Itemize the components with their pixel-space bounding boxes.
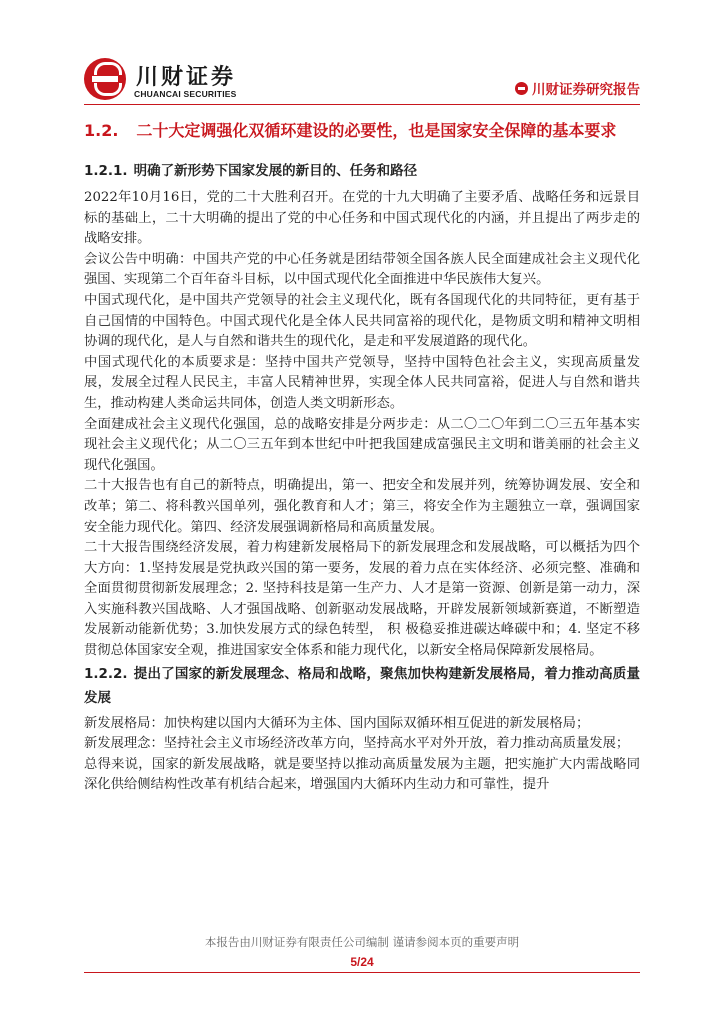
subsection-title-2: 提出了国家的新发展理念、格局和战略，聚焦加快构建新发展格局，着力推动高质量发展 <box>84 665 640 706</box>
subsection-title-1: 明确了新形势下国家发展的新目的、任务和路径 <box>133 163 418 179</box>
paragraph: 二十大报告也有自己的新特点，明确提出，第一、把安全和发展并列，统筹协调发展、安全和改革；第二、将科教兴国单列，强化教育和人才；第三，将安全作为主题独立一章，强调国家安全能力现代化。第四、经济发展强调新格局和高质量发展。 <box>84 478 640 535</box>
paragraph: 总得来说，国家的新发展战略，就是要坚持以推动高质量发展为主题，把实施扩大内需战略同深化供给侧结构性改革有机结合起来，增强国内大循环内生动力和可靠性，提升 <box>84 756 640 793</box>
paragraph: 新发展理念：坚持社会主义市场经济改革方向，坚持高水平对外开放，着力推动高质量发展； <box>84 736 630 752</box>
report-label-text: 川财证券研究报告 <box>532 82 640 98</box>
chuancai-logo-icon <box>84 58 126 100</box>
paragraph: 中国式现代化，是中国共产党领导的社会主义现代化，既有各国现代化的共同特征，更有基于自己国情的中国特色。中国式现代化是全体人民共同富裕的现代化，是物质文明和精神文明相协调的现代化，是人与自然和谐共生的现代化，是走和平发展道路的现代化。 <box>84 292 640 350</box>
page-number: 5/24 <box>350 955 374 969</box>
header-divider <box>84 104 640 105</box>
subsection-heading-1 <box>84 159 640 183</box>
paragraph: 2022年10月16日，党的二十大胜利召开。在党的十九大明确了主要矛盾、战略任务和远景目标的基础上，二十大明确的提出了党的中心任务和中国式现代化的内涵，并且提出了两步走的战略安排。 <box>84 190 640 247</box>
paragraph: 新发展格局：加快构建以国内大循环为主体、国内国际双循环相互促进的新发展格局； <box>84 715 590 731</box>
company-name-cn: 川财证券 <box>136 65 237 90</box>
paragraph: 会议公告中明确：中国共产党的中心任务就是团结带领全国各族人民全面建成社会主义现代化强国、实现第二个百年奋斗目标，以中国式现代化全面推进中华民族伟大复兴。 <box>84 251 640 288</box>
section-heading <box>84 115 640 147</box>
subsection-heading-2 <box>84 662 640 710</box>
footer-disclaimer: 本报告由川财证券有限责任公司编制 谨请参阅本页的重要声明 <box>204 935 520 949</box>
page-header <box>84 58 640 102</box>
paragraph: 中国式现代化的本质要求是：坚持中国共产党领导，坚持中国特色社会主义，实现高质量发展，发展全过程人民民主，丰富人民精神世界，实现全体人民共同富裕，促进人与自然和谐共生，推动构建人类命运共同体，创造人类文明新形态。 <box>84 354 640 411</box>
section-title: 二十大定调强化双循环建设的必要性，也是国家安全保障的基本要求 <box>136 121 617 140</box>
subsection-number-1: 1.2.1. <box>84 163 128 179</box>
document-body <box>84 110 640 796</box>
subsection-number-2: 1.2.2. <box>84 665 128 682</box>
paragraph: 全面建成社会主义现代化强国，总的战略安排是分两步走：从二〇二〇年到二〇三五年基本实现社会主义现代化；从二〇三五年到本世纪中叶把我国建成富强民主文明和谐美丽的社会主义现代化强国。 <box>84 416 640 473</box>
footer-divider <box>84 972 640 973</box>
section-number: 1.2. <box>84 121 119 140</box>
company-name-en: CHUANCAI SECURITIES <box>134 89 237 99</box>
report-label <box>515 78 640 98</box>
paragraph: 二十大报告围绕经济发展，着力构建新发展格局下的新发展理念和发展战略，可以概括为四个大方向：1.坚持发展是党执政兴国的第一要务，发展的着力点在实体经济、必须完整、准确和全面贯彻贯彻新发展理念；2. 坚持科技是第一生产力、人才是第一资源、创新是第一动力，深入实施科教兴国战略、人才强国战略、创新驱动发展战略，开辟发展新领域新赛道，不断塑造发展新动能新优势；3.加快发展方式的绿色转型， 积 极稳妥推进碳达峰碳中和；4. 坚定不移贯彻总体国家安全观，推进国家安全体系和能力现代化，以新安全格局保障新发展格局。 <box>84 540 640 659</box>
chuancai-small-logo-icon <box>515 82 528 95</box>
